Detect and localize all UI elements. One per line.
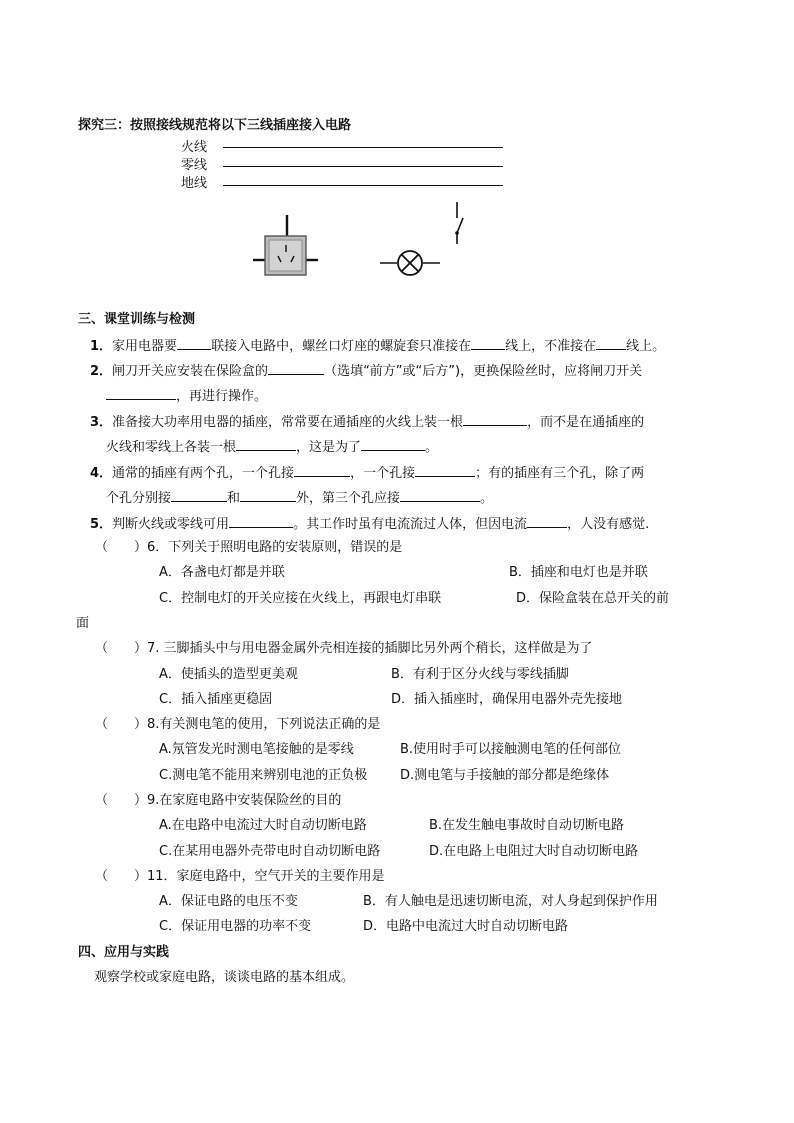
answer-bracket[interactable]: （ ） (95, 540, 148, 555)
answer-blank[interactable] (106, 386, 176, 400)
q9-option-c[interactable]: C.在某用电器外壳带电时自动切断电路 (159, 844, 381, 859)
switch-icon[interactable] (447, 202, 467, 247)
q8-option-c[interactable]: C.测电笔不能用来辨别电池的正负极 (159, 768, 368, 783)
lamp-icon[interactable] (380, 248, 440, 278)
question-1: 1．家用电器要 联接入电路中，螺丝口灯座的螺旋套只准接在 线上，不准接在 线上。 (90, 336, 665, 356)
live-wire[interactable] (223, 147, 503, 148)
question-11-stem: （ ）11．家庭电路中，空气开关的主要作用是 (95, 869, 385, 884)
q6-option-d[interactable]: D．保险盒装在总开关的前 (516, 591, 670, 606)
answer-blank[interactable] (229, 514, 293, 528)
q6-option-a[interactable]: A．各盏电灯都是并联 (159, 565, 285, 580)
question-4-line1: 4．通常的插座有两个孔，一个孔接 ，一个孔接 ；有的插座有三个孔，除了两 (90, 463, 644, 483)
q7-option-a[interactable]: A．使插头的造型更美观 (159, 667, 298, 682)
q6-option-c[interactable]: C．控制电灯的开关应接在火线上，再跟电灯串联 (159, 591, 442, 606)
answer-blank[interactable] (240, 488, 296, 502)
wire-label-live: 火线 (181, 140, 208, 155)
q11-option-b[interactable]: B．有人触电是迅速切断电流，对人身起到保护作用 (363, 894, 658, 909)
q6-option-d-continued: 面 (76, 616, 90, 631)
section4-text: 观察学校或家庭电路，谈谈电路的基本组成。 (94, 970, 355, 985)
q7-option-b[interactable]: B．有利于区分火线与零线插脚 (391, 667, 569, 682)
answer-blank[interactable] (171, 488, 227, 502)
q8-option-d[interactable]: D.测电笔与手接触的部分都是绝缘体 (400, 768, 610, 783)
answer-bracket[interactable]: （ ） (95, 793, 148, 808)
question-9-stem: （ ）9.在家庭电路中安装保险丝的目的 (95, 793, 342, 808)
answer-blank[interactable] (400, 488, 480, 502)
question-2-line2: ，再进行操作。 (106, 386, 267, 406)
answer-blank[interactable] (236, 437, 296, 451)
answer-bracket[interactable]: （ ） (95, 641, 148, 656)
wire-label-neutral: 零线 (181, 158, 208, 173)
answer-blank[interactable] (596, 336, 626, 350)
neutral-wire[interactable] (223, 166, 503, 167)
ground-wire[interactable] (223, 185, 503, 186)
answer-blank[interactable] (415, 463, 475, 477)
answer-blank[interactable] (361, 437, 425, 451)
answer-blank[interactable] (294, 463, 350, 477)
q7-option-c[interactable]: C．插入插座更稳固 (159, 692, 273, 707)
wire-label-ground: 地线 (181, 176, 208, 191)
section3-heading: 三、课堂训练与检测 (78, 312, 196, 327)
question-3-line1: 3．准备接大功率用电器的插座，常常要在通插座的火线上装一根 ，而不是在通插座的 (90, 412, 644, 432)
question-8-stem: （ ）8.有关测电笔的使用，下列说法正确的是 (95, 717, 381, 732)
section4-heading: 四、应用与实践 (78, 945, 170, 960)
question-4-line2: 个孔分别接 和 外，第三个孔应接 。 (106, 488, 493, 508)
answer-blank[interactable] (527, 514, 567, 528)
question-6-stem: （ ）6．下列关于照明电路的安装原则，错误的是 (95, 540, 403, 555)
question-7-stem: （ ）7. 三脚插头中与用电器金属外壳相连接的插脚比另外两个稍长，这样做是为了 (95, 641, 593, 656)
question-2-line1: 2．闸刀开关应安装在保险盒的 （选填“前方”或“后方”)，更换保险丝时，应将闸刀开关 (90, 361, 642, 381)
answer-blank[interactable] (471, 336, 505, 350)
answer-blank[interactable] (268, 361, 324, 375)
answer-blank[interactable] (177, 336, 211, 350)
q9-option-a[interactable]: A.在电路中电流过大时自动切断电路 (159, 818, 367, 833)
q6-option-b[interactable]: B．插座和电灯也是并联 (509, 565, 648, 580)
explore3-title: 探究三：按照接线规范将以下三线插座接入电路 (78, 118, 352, 133)
q7-option-d[interactable]: D．插入插座时，确保用电器外壳先接地 (391, 692, 623, 707)
answer-bracket[interactable]: （ ） (95, 869, 148, 884)
question-5: 5．判断火线或零线可用 。其工作时虽有电流流过人体，但因电流 ，人没有感觉. (90, 514, 649, 534)
answer-blank[interactable] (463, 412, 527, 426)
q11-option-c[interactable]: C．保证用电器的功率不变 (159, 919, 312, 934)
q11-option-d[interactable]: D．电路中电流过大时自动切断电路 (363, 919, 569, 934)
q8-option-b[interactable]: B.使用时手可以接触测电笔的任何部位 (400, 742, 622, 757)
q11-option-a[interactable]: A．保证电路的电压不变 (159, 894, 298, 909)
q9-option-d[interactable]: D.在电路上电阻过大时自动切断电路 (429, 844, 639, 859)
answer-bracket[interactable]: （ ） (95, 717, 148, 732)
question-3-line2: 火线和零线上各装一根 ，这是为了 。 (106, 437, 438, 457)
q9-option-b[interactable]: B.在发生触电事故时自动切断电路 (429, 818, 625, 833)
q8-option-a[interactable]: A.氖管发光时测电笔接触的是零线 (159, 742, 354, 757)
three-hole-socket-icon[interactable] (250, 212, 320, 282)
